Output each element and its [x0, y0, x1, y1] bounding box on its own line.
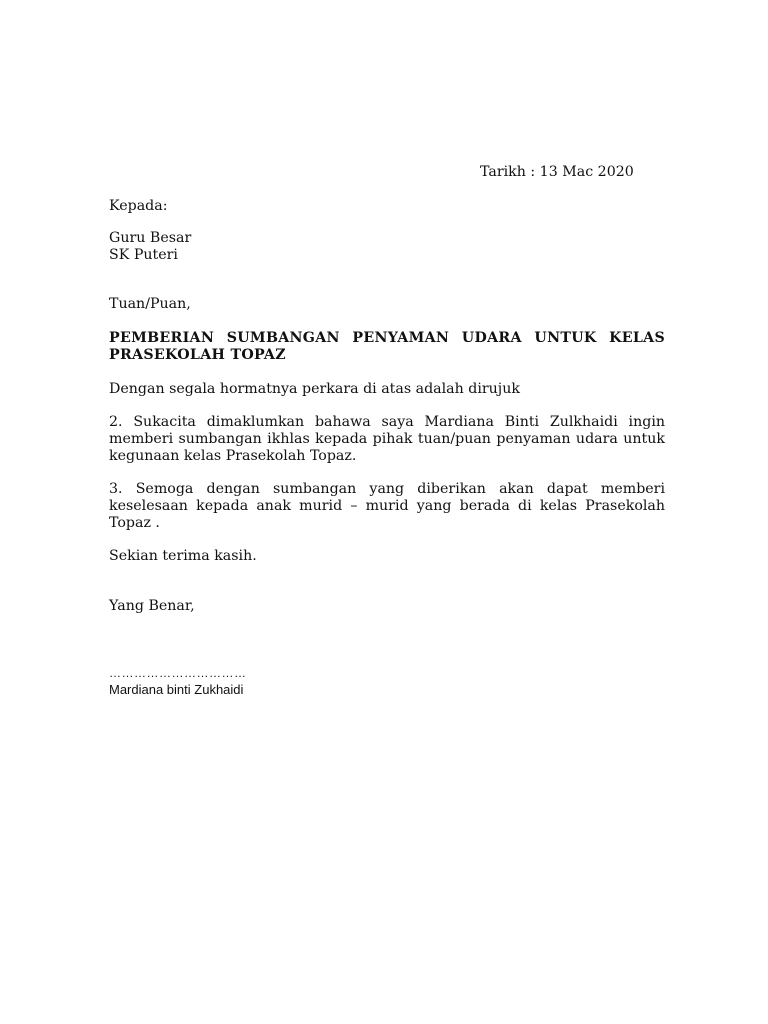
to-label: Kepada: [109, 198, 168, 214]
recipient-line1: Guru Besar [109, 230, 192, 246]
date-line: Tarikh : 13 Mac 2020 [480, 164, 634, 180]
paragraph-2: 2. Sukacita dimaklumkan bahawa saya Mardiana Binti Zulkhaidi ingin memberi sumbangan ikhlas kepada pihak tuan/puan penyaman udara untuk kegunaan kelas Prasekolah Topaz. [109, 414, 665, 464]
recipient-line2: SK Puteri [109, 247, 178, 263]
subject-heading: PEMBERIAN SUMBANGAN PENYAMAN UDARA UNTUK KELAS PRASEKOLAH TOPAZ [109, 330, 665, 363]
salutation: Tuan/Puan, [109, 296, 191, 312]
sign-off: Yang Benar, [109, 598, 195, 614]
signature-dotted-line: …………………………… [109, 666, 247, 680]
paragraph-3: 3. Semoga dengan sumbangan yang diberikan akan dapat memberi keselesaan kepada anak murid – murid yang berada di kelas Prasekolah Topaz . [109, 481, 665, 531]
paragraph-1: Dengan segala hormatnya perkara di atas adalah dirujuk [109, 381, 520, 397]
signatory-name: Mardiana binti Zukhaidi [109, 682, 244, 697]
closing-text: Sekian terima kasih. [109, 548, 257, 564]
